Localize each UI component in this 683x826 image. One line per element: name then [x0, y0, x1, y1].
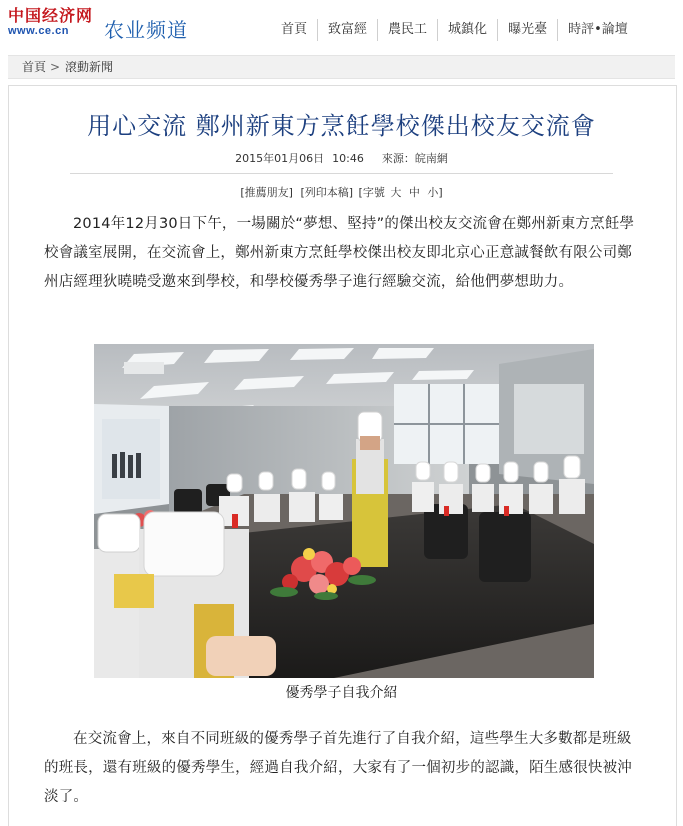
print-link[interactable]: [列印本稿] — [300, 186, 354, 199]
breadcrumb-section[interactable]: 滾動新聞 — [65, 60, 114, 74]
article-time: 10:46 — [332, 152, 364, 165]
top-nav — [271, 19, 638, 41]
logo-url: www.ce.cn — [8, 25, 69, 37]
article-meta — [0, 150, 683, 166]
channel-name[interactable]: 农业频道 — [104, 18, 188, 42]
article-date: 2015年01月06日 — [235, 152, 325, 165]
font-large-link[interactable]: 大 — [390, 186, 402, 199]
nav-home[interactable]: 首頁 — [281, 22, 308, 37]
breadcrumb-home[interactable]: 首頁 — [22, 60, 47, 74]
divider — [70, 173, 613, 174]
breadcrumb — [8, 55, 675, 79]
nav-urbanization[interactable]: 城鎮化 — [437, 19, 497, 41]
font-medium-link[interactable]: 中 — [408, 186, 420, 199]
logo-chinese: 中国经济网 — [8, 6, 94, 25]
article-paragraph-1: 2014年12月30日下午，一場關於“夢想、堅持”的傑出校友交流會在鄭州新東方烹飪學校會議室展開，在交流會上，鄭州新東方烹飪學校傑出校友即北京心正意誠餐飲有限公司鄭州店經理狄曉曉受邀來到學校，和學校優秀學子進行經驗交流，給他們夢想助力。 — [44, 216, 635, 290]
nav-wealth[interactable]: 致富經 — [317, 19, 377, 41]
article-title: 用心交流 鄭州新東方烹飪學校傑出校友交流會 — [87, 112, 596, 140]
article-paragraph-2: 在交流會上，來自不同班級的優秀學子首先進行了自我介紹，這些學生大多數都是班級的班長，還有班級的優秀學生，經過自我介紹，大家有了一個初步的認識，陌生感很快被沖淡了。 — [44, 731, 632, 805]
photo-caption: 優秀學子自我介紹 — [285, 685, 398, 701]
site-logo[interactable] — [8, 8, 104, 40]
font-small-link[interactable]: 小] — [427, 186, 443, 199]
nav-exposure[interactable]: 曝光臺 — [497, 19, 557, 41]
article-tools — [0, 184, 683, 200]
font-size-label: [字號 — [358, 186, 385, 199]
breadcrumb-separator: > — [50, 60, 61, 74]
nav-commentary-forum[interactable]: 時評•論壇 — [557, 19, 638, 41]
article-source: 來源：皖南網 — [381, 152, 448, 165]
article-photo — [94, 344, 594, 678]
site-header — [0, 0, 683, 48]
nav-migrant-workers[interactable]: 農民工 — [377, 19, 437, 41]
recommend-link[interactable]: [推薦朋友] — [240, 186, 293, 199]
